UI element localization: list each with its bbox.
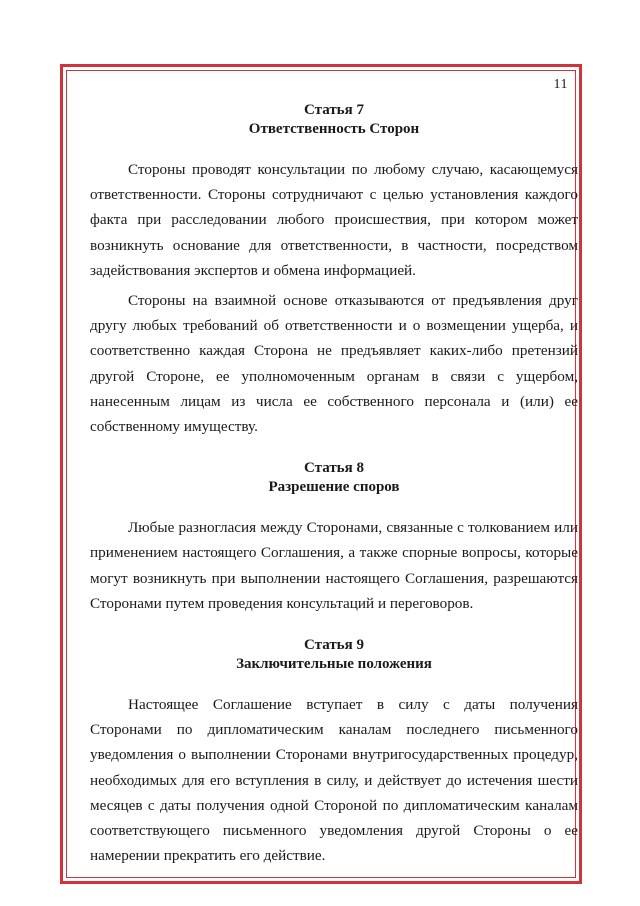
article-paragraph: Стороны на взаимной основе отказываются от предъявления друг другу любых требований об ответственности и о возмещении ущерба, и соответственно каждая Сторона не предъявляет каких-либо претензий другой Стороне, ее уполномоченным органам в связи с ущербом, нанесенным лицам из числа ее собственного персонала и (или) ее собственному имуществу. (90, 292, 578, 436)
article-paragraph: Стороны проводят консультации по любому случаю, касающемуся ответственности. Стороны сотрудничают с целью установления каждого факта при расследовании любого происшествия, при котором может возникнуть основание для ответственности, в частности, посредством задействования экспертов и обмена информацией. (90, 161, 578, 279)
article-heading (90, 636, 578, 674)
article-title: Разрешение споров (268, 479, 400, 496)
article-title: Заключительные положения (236, 656, 432, 673)
article-paragraph: Любые разногласия между Сторонами, связанные с толкованием или применением настоящего Соглашения, а также спорные вопросы, которые могут возникнуть при выполнении настоящего Соглашения, разрешаются Сторонами путем проведения консультаций и переговоров. (90, 519, 578, 612)
article-8 (90, 459, 578, 616)
article-7 (90, 101, 578, 439)
article-title: Ответственность Сторон (248, 121, 420, 137)
article-paragraph: Настоящее Соглашение вступает в силу с даты получения Сторонами по дипломатическим каналам последнего письменного уведомления о выполнении Сторонами внутригосударственных процедур, необходимых для его вступления в силу, и действует до истечения шести месяцев с даты получения одной Стороной по дипломатическим каналам соответствующего письменного уведомления другой Стороны о ее намерении прекратить его действие. (90, 696, 578, 865)
article-number: Статья 8 (304, 460, 364, 477)
document-body (90, 101, 578, 868)
article-heading (90, 101, 578, 139)
article-number: Статья 7 (304, 102, 364, 118)
article-heading (90, 459, 578, 497)
article-number: Статья 9 (304, 637, 364, 654)
article-9 (90, 636, 578, 868)
page-number: 11 (553, 77, 568, 92)
